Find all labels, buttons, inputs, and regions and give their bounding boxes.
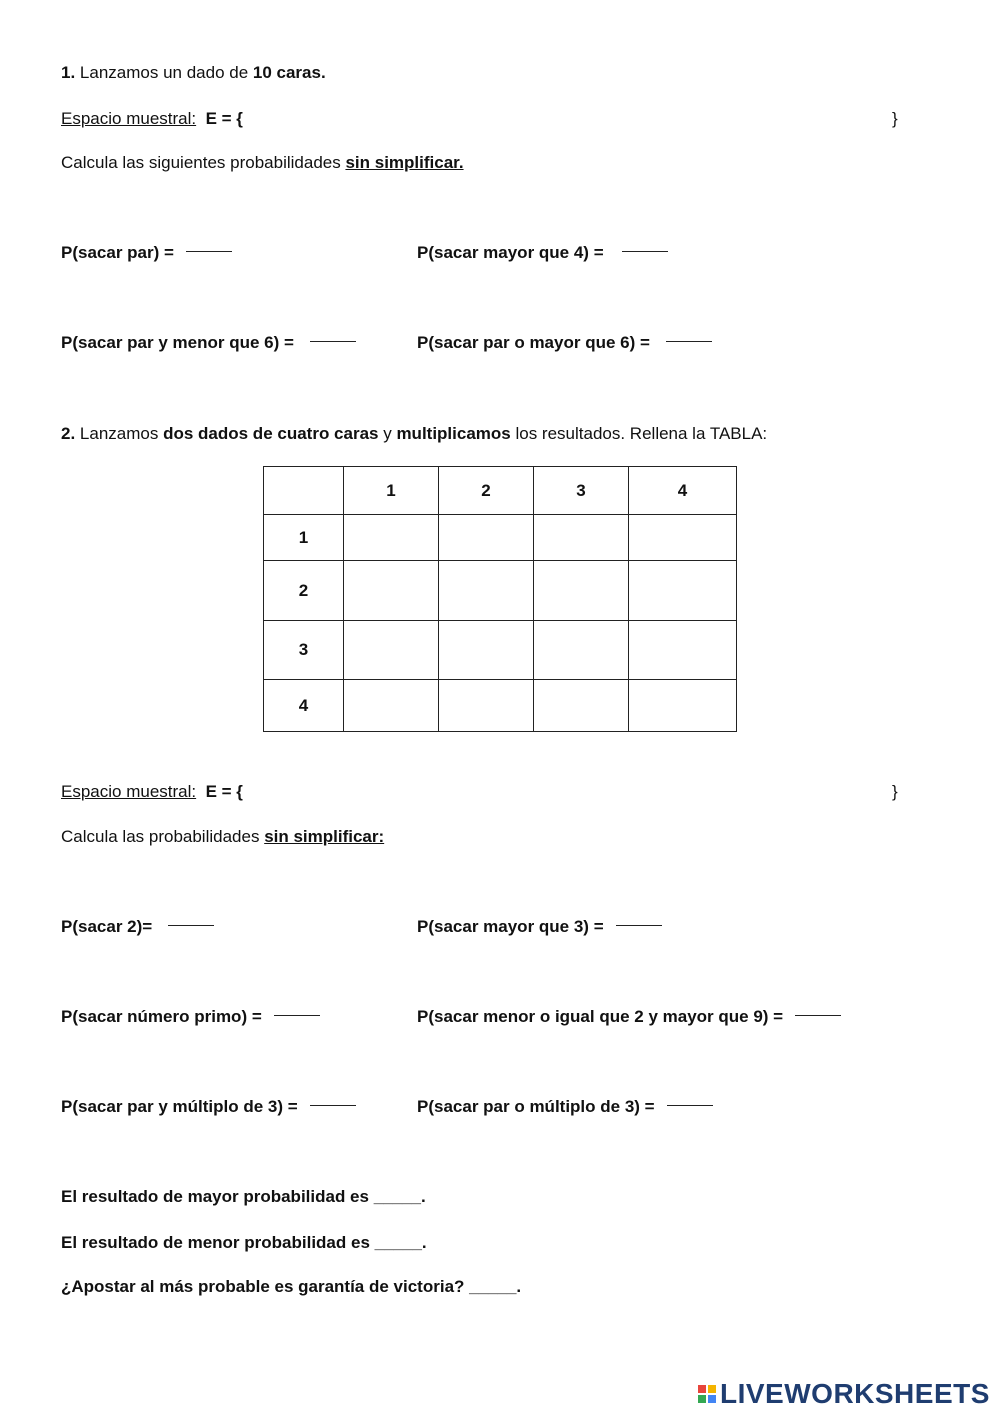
question-most-probable: [61, 1186, 426, 1208]
table-cell[interactable]: [439, 515, 534, 561]
question-text: ¿Apostar al más probable es garantía de victoria? _____.: [61, 1277, 522, 1296]
col-header: 2: [439, 467, 534, 515]
prob-label: P(sacar menor o igual que 2 y mayor que 9) =: [417, 1007, 784, 1026]
table-cell[interactable]: [534, 621, 629, 680]
prob-label: P(sacar par) =: [61, 243, 174, 262]
sample-space-label: Espacio muestral:: [61, 109, 197, 128]
q1-instruction: [61, 152, 464, 174]
q1-prob-3: [61, 332, 356, 354]
q1-faces: 10 caras.: [252, 63, 326, 82]
row-header: 4: [264, 680, 344, 732]
instruction-text: Calcula las probabilidades: [61, 827, 265, 846]
row-header: 2: [264, 561, 344, 621]
instruction-emphasis: sin simplificar.: [345, 153, 464, 172]
q2-sample-space-input[interactable]: [262, 779, 886, 803]
table-cell[interactable]: [344, 621, 439, 680]
q2-instruction: [61, 826, 384, 848]
q1-sample-space-close: }: [892, 109, 898, 128]
prob-label: P(sacar 2)=: [61, 917, 153, 936]
q2-text: los resultados. Rellena la TABLA:: [510, 424, 768, 443]
table-cell[interactable]: [439, 621, 534, 680]
answer-blank[interactable]: [667, 1104, 713, 1106]
product-table: [263, 466, 737, 732]
q1-prob-2: [417, 242, 668, 264]
table-cell[interactable]: [439, 561, 534, 621]
answer-blank[interactable]: [186, 250, 232, 252]
table-cell[interactable]: [629, 515, 737, 561]
table-cell[interactable]: [344, 680, 439, 732]
sample-space-open: E = {: [205, 782, 243, 801]
col-header: 3: [534, 467, 629, 515]
table-corner: [264, 467, 344, 515]
q2-prob-6: [417, 1096, 713, 1118]
prob-label: P(sacar par o mayor que 6) =: [417, 333, 650, 352]
q2-prob-1: [61, 916, 214, 938]
q2-sample-space: [61, 781, 243, 803]
answer-blank[interactable]: [168, 924, 214, 926]
q1-prob-4: [417, 332, 712, 354]
answer-blank[interactable]: [310, 1104, 356, 1106]
table-cell[interactable]: [629, 680, 737, 732]
q1-number: 1.: [61, 63, 76, 82]
sample-space-label: Espacio muestral:: [61, 782, 197, 801]
table-cell[interactable]: [344, 561, 439, 621]
q2-prob-2: [417, 916, 662, 938]
answer-blank[interactable]: [274, 1014, 320, 1016]
table-cell[interactable]: [534, 515, 629, 561]
answer-blank[interactable]: [795, 1014, 841, 1016]
sample-space-open: E = {: [205, 109, 243, 128]
prob-label: P(sacar mayor que 4) =: [417, 243, 604, 262]
q2-prob-3: [61, 1006, 320, 1028]
prob-label: P(sacar par y menor que 6) =: [61, 333, 294, 352]
question-guarantee: [61, 1276, 521, 1298]
q2-prob-4: [417, 1006, 841, 1028]
logo-squares-icon: [698, 1385, 716, 1403]
answer-blank[interactable]: [622, 250, 668, 252]
col-header: 4: [629, 467, 737, 515]
answer-blank[interactable]: [310, 340, 356, 342]
question-text: El resultado de mayor probabilidad es _____.: [61, 1187, 426, 1206]
row-header: 3: [264, 621, 344, 680]
q2-sample-space-close: }: [892, 782, 898, 801]
table-cell[interactable]: [344, 515, 439, 561]
instruction-emphasis: sin simplificar:: [264, 827, 385, 846]
q2-statement: [61, 423, 767, 445]
table-cell[interactable]: [629, 621, 737, 680]
logo-text: LIVEWORKSHEETS: [720, 1378, 990, 1409]
q2-text: y: [378, 424, 397, 443]
q1-prob-1: [61, 242, 232, 264]
q2-text: Lanzamos: [75, 424, 164, 443]
prob-label: P(sacar mayor que 3) =: [417, 917, 604, 936]
instruction-text: Calcula las siguientes probabilidades: [61, 153, 346, 172]
table-cell[interactable]: [439, 680, 534, 732]
question-text: El resultado de menor probabilidad es _____.: [61, 1233, 427, 1252]
q2-number: 2.: [61, 424, 76, 443]
q2-operation: multiplicamos: [396, 424, 511, 443]
q1-statement: [61, 62, 326, 84]
question-least-probable: [61, 1232, 427, 1254]
q2-prob-5: [61, 1096, 356, 1118]
table-cell[interactable]: [534, 680, 629, 732]
prob-label: P(sacar par o múltiplo de 3) =: [417, 1097, 655, 1116]
answer-blank[interactable]: [666, 340, 712, 342]
table-cell[interactable]: [534, 561, 629, 621]
q1-sample-space: [61, 108, 243, 130]
prob-label: P(sacar número primo) =: [61, 1007, 262, 1026]
answer-blank[interactable]: [616, 924, 662, 926]
q1-sample-space-input[interactable]: [262, 106, 886, 130]
col-header: 1: [344, 467, 439, 515]
prob-label: P(sacar par y múltiplo de 3) =: [61, 1097, 298, 1116]
liveworksheets-logo: [698, 1378, 990, 1410]
table-cell[interactable]: [629, 561, 737, 621]
q2-dice: dos dados de cuatro caras: [163, 424, 379, 443]
row-header: 1: [264, 515, 344, 561]
q1-text: Lanzamos un dado de: [75, 63, 253, 82]
